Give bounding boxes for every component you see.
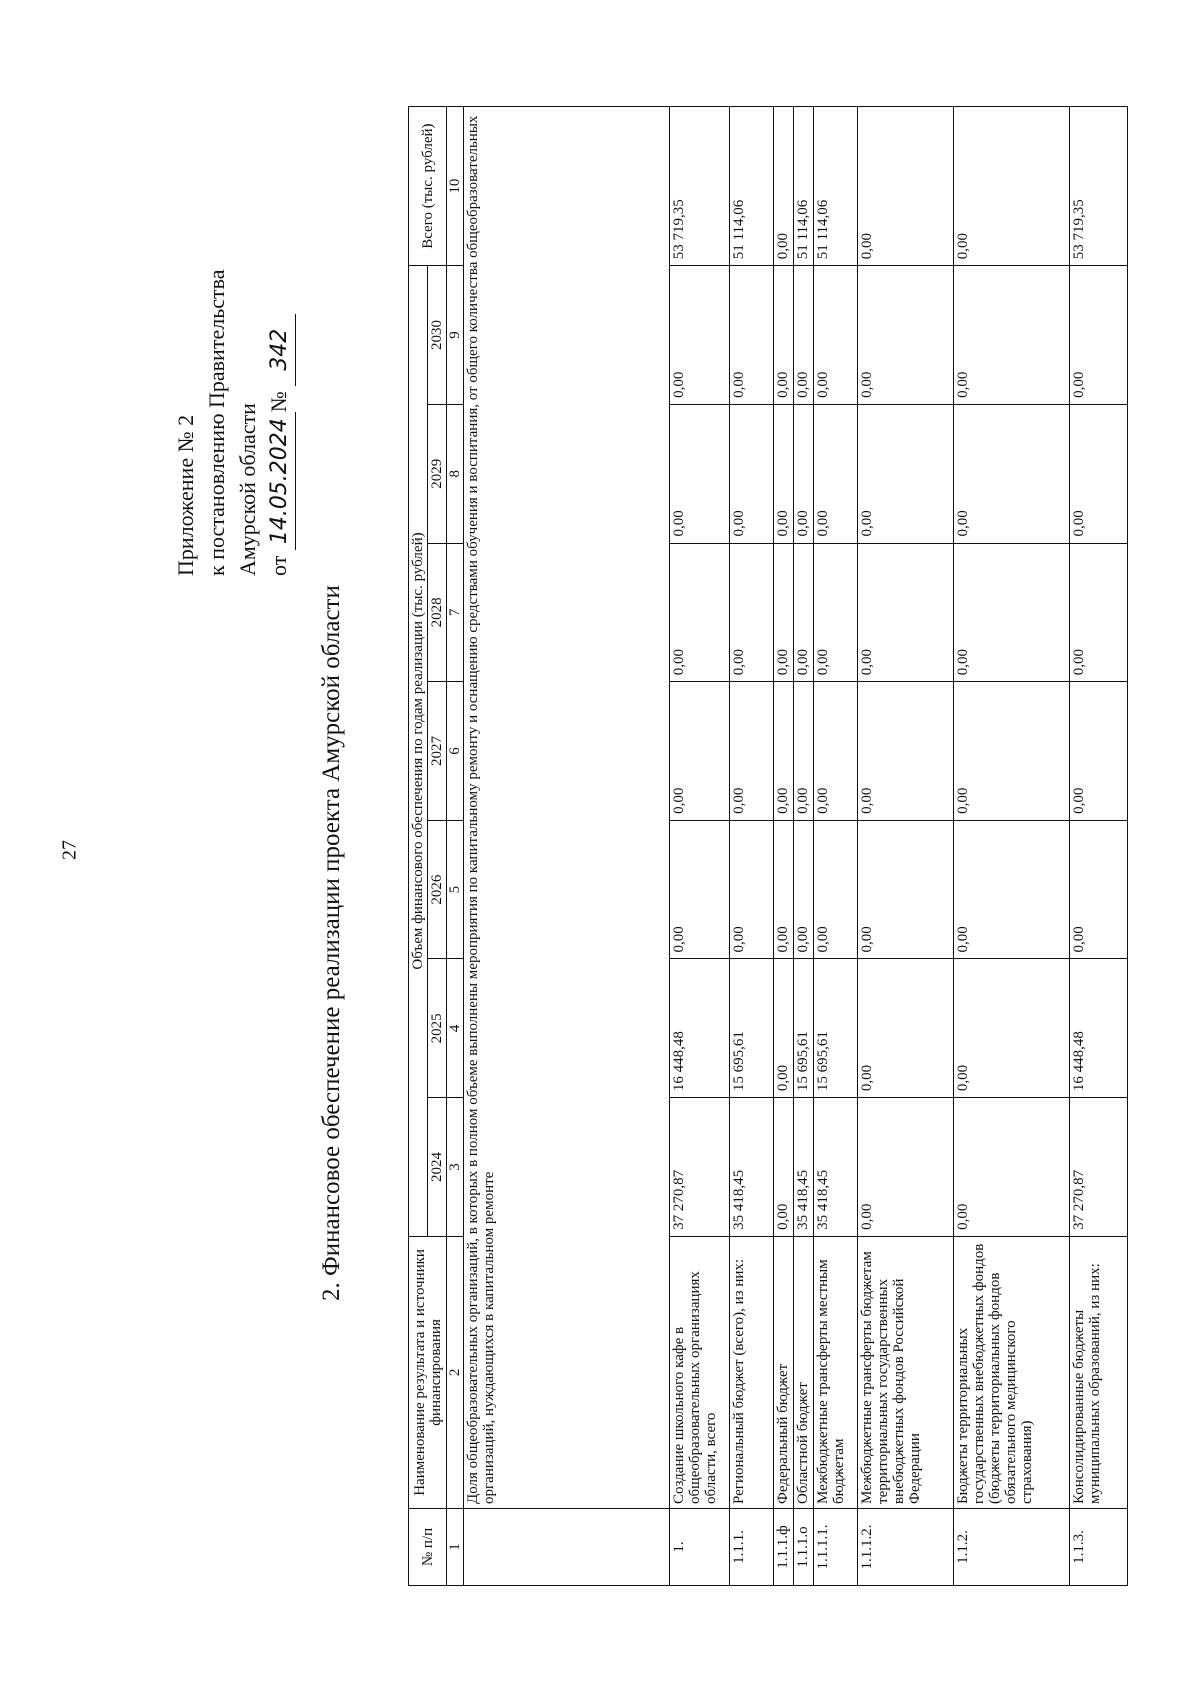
row-year-value: 0,00 [1070,404,1128,543]
row-year-value: 0,00 [794,404,814,543]
row-year-value: 35 418,45 [794,1098,814,1237]
row-number: 1.1.3. [1070,1508,1128,1585]
row-year-value: 35 418,45 [730,1098,774,1237]
header-total: Всего (тыс. рублей) [409,107,447,266]
row-year-value: 0,00 [858,682,954,821]
table-row [794,107,814,1586]
table-body [464,107,1128,1586]
handwritten-date: 14.05.2024 [264,412,296,550]
row-year-value: 0,00 [954,959,1070,1098]
row-year-value: 0,00 [954,266,1070,405]
row-total-value: 0,00 [954,107,1070,266]
table-row [858,107,954,1586]
row-year-value: 0,00 [774,1098,794,1237]
row-year-value: 0,00 [954,543,1070,682]
row-total-value: 53 719,35 [670,107,730,266]
row-name: Бюджеты территориальных государственных внебюджетных фондов (бюджеты территориальных фондов обязательного медицинского страхования) [954,1236,1070,1508]
row-name: Консолидированные бюджеты муниципальных образований, из них: [1070,1236,1128,1508]
row-year-value: 0,00 [814,266,858,405]
row-year-value: 0,00 [774,959,794,1098]
header-year: 2025 [428,959,447,1098]
header-name: Наименование результата и источники финансирования [409,1236,447,1508]
header-year: 2030 [428,266,447,405]
row-year-value: 0,00 [794,820,814,959]
row-year-value: 37 270,87 [670,1098,730,1237]
column-index: 3 [447,1098,464,1237]
row-year-value: 0,00 [730,820,774,959]
section-title: 2. Финансовое обеспечение реализации проекта Амурской области [318,585,345,1301]
row-total-value: 51 114,06 [730,107,774,266]
appendix-date-line [263,270,296,576]
row-year-value: 0,00 [954,404,1070,543]
header-num: № п/п [409,1508,447,1585]
row-year-value: 0,00 [858,266,954,405]
row-name: Создание школьного кафе в общеобразовательных организациях области, всего [670,1236,730,1508]
date-prefix: от [266,555,291,576]
row-number: 1.1.2. [954,1508,1070,1585]
column-index: 7 [447,543,464,682]
appendix-region-line: Амурской области [235,403,260,576]
goal-row [464,107,670,1586]
row-year-value: 0,00 [670,266,730,405]
row-total-value: 0,00 [774,107,794,266]
header-year: 2029 [428,404,447,543]
column-index: 9 [447,266,464,405]
row-year-value: 0,00 [730,266,774,405]
row-year-value: 0,00 [814,820,858,959]
table-row [774,107,794,1586]
row-year-value: 0,00 [670,404,730,543]
financing-table [408,106,1128,1586]
row-year-value: 0,00 [1070,266,1128,405]
page-number: 27 [58,840,81,860]
row-number: 1. [670,1508,730,1585]
header-year: 2026 [428,820,447,959]
row-total-value: 53 719,35 [1070,107,1128,266]
row-year-value: 0,00 [1070,682,1128,821]
row-name: Областной бюджет [794,1236,814,1508]
row-year-value: 0,00 [774,682,794,821]
column-index: 1 [447,1508,464,1585]
table-row [670,107,730,1586]
row-year-value: 15 695,61 [730,959,774,1098]
header-volume: Объем финансового обеспечения по годам реализации (тыс. рублей) [409,266,428,1237]
row-name: Межбюджетные трансферты бюджетам территориальных государственных внебюджетных фондов Российской Федерации [858,1236,954,1508]
row-year-value: 0,00 [858,543,954,682]
row-year-value: 0,00 [814,682,858,821]
header-year: 2027 [428,682,447,821]
row-year-value: 0,00 [954,820,1070,959]
row-year-value: 35 418,45 [814,1098,858,1237]
row-year-value: 0,00 [774,820,794,959]
row-number: 1.1.1.2. [858,1508,954,1585]
table-row [954,107,1070,1586]
row-year-value: 15 695,61 [814,959,858,1098]
appendix-title: Приложение № 2 [173,414,198,576]
column-index: 5 [447,820,464,959]
row-year-value: 0,00 [794,543,814,682]
appendix-block [170,270,296,576]
row-name: Федеральный бюджет [774,1236,794,1508]
row-year-value: 0,00 [858,820,954,959]
row-year-value: 16 448,48 [670,959,730,1098]
row-year-value: 0,00 [730,543,774,682]
row-total-value: 0,00 [858,107,954,266]
row-year-value: 0,00 [774,543,794,682]
goal-num-cell [464,1508,670,1585]
header-year: 2028 [428,543,447,682]
row-year-value: 0,00 [858,1098,954,1237]
column-index: 10 [447,107,464,266]
column-index: 6 [447,682,464,821]
row-year-value: 0,00 [1070,820,1128,959]
row-year-value: 0,00 [794,682,814,821]
row-year-value: 0,00 [954,1098,1070,1237]
row-year-value: 16 448,48 [1070,959,1128,1098]
row-number: 1.1.1.1. [814,1508,858,1585]
row-year-value: 0,00 [774,404,794,543]
handwritten-number: 342 [264,314,296,386]
column-index: 2 [447,1236,464,1508]
row-number: 1.1.1. [730,1508,774,1585]
row-year-value: 0,00 [814,404,858,543]
row-year-value: 15 695,61 [794,959,814,1098]
column-index: 4 [447,959,464,1098]
row-year-value: 0,00 [858,959,954,1098]
row-year-value: 0,00 [774,266,794,405]
header-year: 2024 [428,1098,447,1237]
row-year-value: 0,00 [670,820,730,959]
number-prefix: № [266,391,291,413]
appendix-resolution-line: к постановлению Правительства [204,269,229,576]
row-year-value: 0,00 [670,543,730,682]
row-year-value: 0,00 [858,404,954,543]
table-row [814,107,858,1586]
goal-text: Доля общеобразовательных организаций, в которых в полном объеме выполнены мероприятия по капитальному ремонту и оснащению средствами обучения и воспитания, от общего количества общеобразовательных организаций, нуждающихся в капитальном ремонте [464,107,670,1509]
row-total-value: 51 114,06 [814,107,858,266]
row-name: Межбюджетные трансферты местным бюджетам [814,1236,858,1508]
row-year-value: 0,00 [730,404,774,543]
row-number: 1.1.1.о [794,1508,814,1585]
row-year-value: 0,00 [730,682,774,821]
row-year-value: 0,00 [814,543,858,682]
row-total-value: 51 114,06 [794,107,814,266]
column-index-row [447,107,464,1586]
table-row [730,107,774,1586]
row-number: 1.1.1.ф [774,1508,794,1585]
row-year-value: 0,00 [954,682,1070,821]
row-year-value: 0,00 [794,266,814,405]
row-year-value: 0,00 [670,682,730,821]
header-row-1 [409,107,428,1586]
column-index: 8 [447,404,464,543]
row-name: Региональный бюджет (всего), из них: [730,1236,774,1508]
table-row [1070,107,1128,1586]
row-year-value: 37 270,87 [1070,1098,1128,1237]
row-year-value: 0,00 [1070,543,1128,682]
